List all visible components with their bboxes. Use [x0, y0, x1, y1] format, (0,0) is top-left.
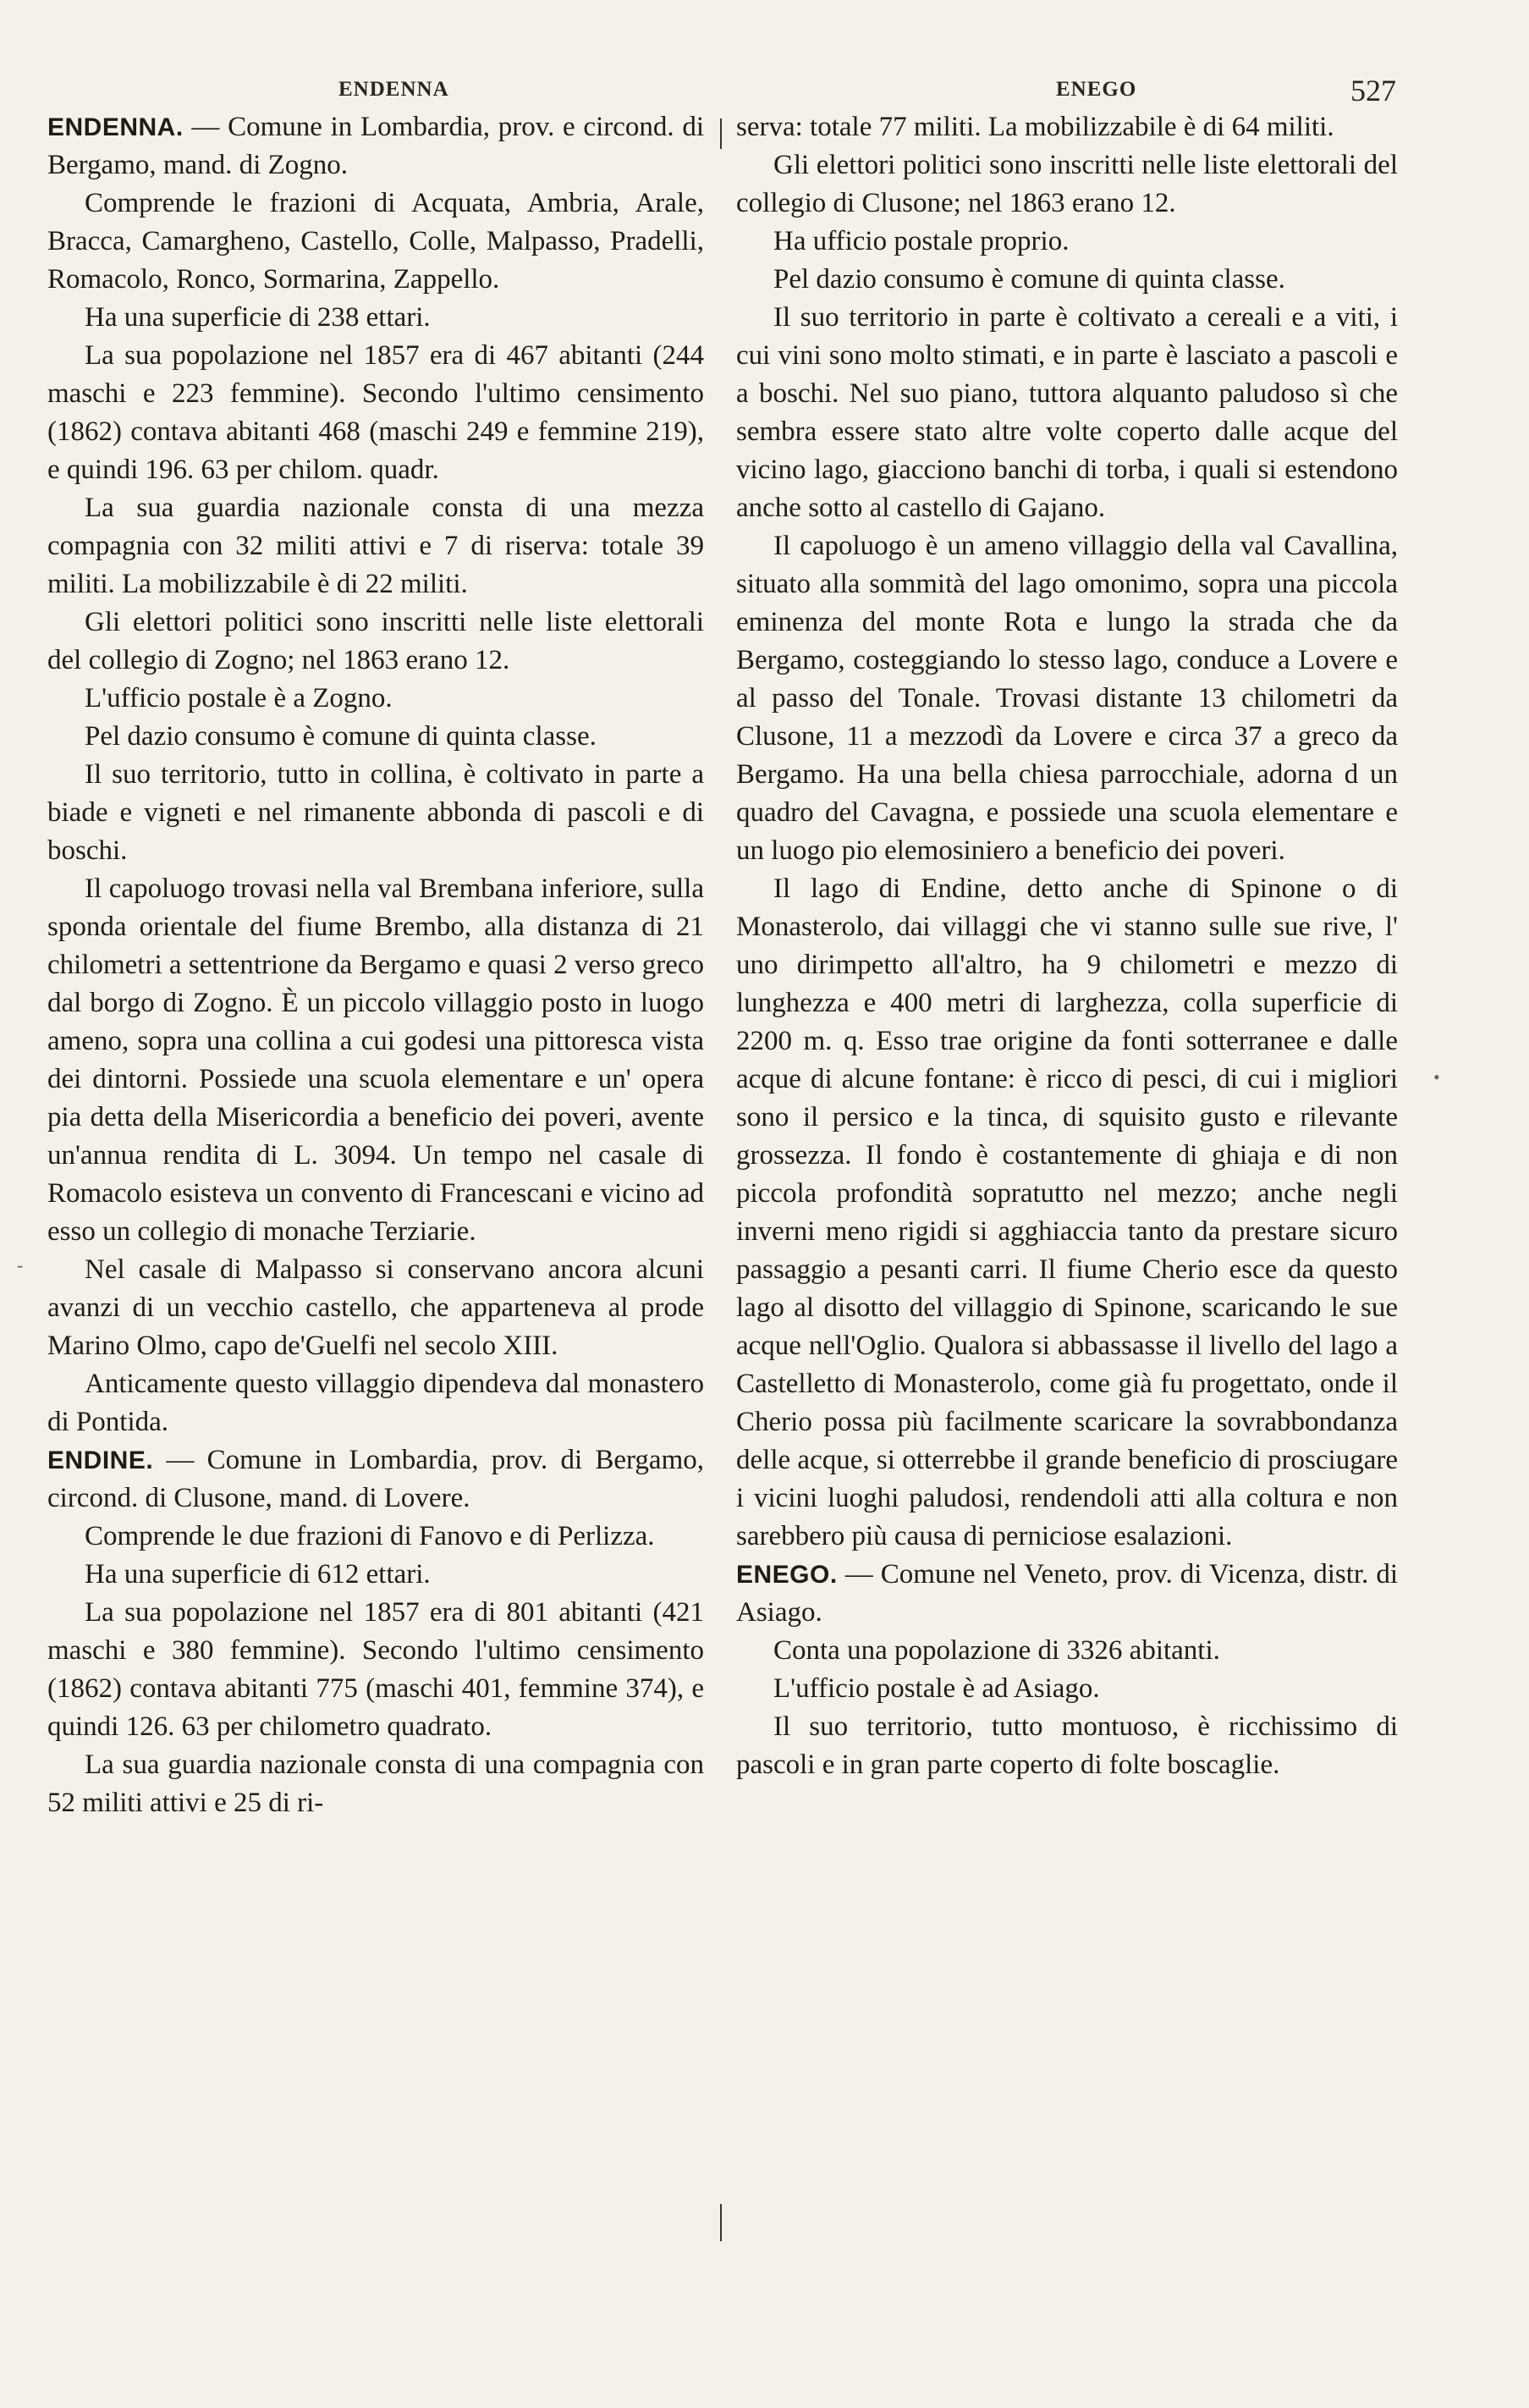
entry-headword: ENEGO. [736, 1561, 838, 1589]
entry-text: — Comune nel Veneto, prov. di Vicenza, distr. di Asiago. [736, 1559, 1398, 1628]
paragraph: Il suo territorio in parte è coltivato a cereali e a viti, i cui vini sono molto stimati, e in parte è lasciato a pascoli e a boschi. Nel suo piano, tuttora alquanto paludoso sì che sembra essere stato altre volte coperto dalle acque del vicino lago, giacciono banchi di torba, i quali si estendono anche sotto al castello di Gajano. [736, 302, 1398, 523]
margin-dash: - [17, 1254, 24, 1276]
paragraph: Il capoluogo è un ameno villaggio della val Cavallina, situato alla sommità del lago omonimo, sopra una piccola eminenza del monte Rota e lungo la strada che da Bergamo, costeggiando lo stesso lago, conduce a Lovere e al passo del Tonale. Trovasi distante 13 chilometri da Clusone, 11 a mezzodì da Lovere e circa 37 a greco da Bergamo. Ha una bella chiesa parrocchiale, adorna d un quadro del Cavagna, e possiede una scuola elementare e un luogo pio elemosiniero a beneficio dei poveri. [736, 531, 1398, 866]
paragraph: La sua guardia nazionale consta di una mezza compagnia con 32 militi attivi e 7 di riserva: totale 39 militi. La mobilizzabile è di 22 militi. [47, 493, 704, 599]
margin-dot: • [1433, 1066, 1440, 1088]
paragraph: La sua popolazione nel 1857 era di 801 abitanti (421 maschi e 380 femmine). Secondo l'ultimo censimento (1862) contava abitanti 775 (maschi 401, femmine 374), e quindi 126. 63 per chilometro quadrato. [47, 1597, 704, 1742]
entry-headword: ENDINE. [47, 1446, 154, 1474]
dictionary-entry [47, 108, 704, 185]
paragraph: Ha ufficio postale proprio. [773, 226, 1070, 256]
left-column [47, 108, 704, 1822]
paragraph: Il lago di Endine, detto anche di Spinone o di Monasterolo, dai villaggi che vi stanno sulle sue rive, l' uno dirimpetto all'altro, ha 9 chilometri e mezzo di lunghezza e 400 metri di larghezza, colla superficie di 2200 m. q. Esso trae origine da fonti sotterranee e dalle acque di alcune fontane: è ricco di pesci, di cui i migliori sono il persico e la tinca, di squisito gusto e rilevante grossezza. Il fondo è costantemente di ghiaja e di non piccola profondità sopratutto nel mezzo; anche negli inverni meno rigidi si agghiaccia tanto da prestare sicuro passaggio a pesanti carri. Il fiume Cherio esce da questo lago al disotto del villaggio di Spinone, scaricando le sue acque nell'Oglio. Qualora si abbassasse il livello del lago a Castelletto di Monasterolo, come già fu progettato, onde il Cherio possa più facilmente scaricare la sovrabbondanza delle acque, si otterrebbe il grande beneficio di prosciugare i vicini luoghi paludosi, rendendoli atti alla coltura e non sarebbero più causa di perniciose esalazioni. [736, 873, 1398, 1551]
paragraph: Conta una popolazione di 3326 abitanti. [773, 1635, 1220, 1666]
column-rule-bottom [720, 2204, 722, 2241]
paragraph: La sua popolazione nel 1857 era di 467 abitanti (244 maschi e 223 femmine). Secondo l'ultimo censimento (1862) contava abitanti 468 (maschi 249 e femmine 219), e quindi 196. 63 per chilom. quadr. [47, 340, 704, 485]
dictionary-entry [47, 1441, 704, 1518]
paragraph: Gli elettori politici sono inscritti nelle liste elettorali del collegio di Zogno; nel 1863 erano 12. [47, 607, 704, 675]
paragraph: L'ufficio postale è a Zogno. [85, 683, 393, 714]
paragraph: Ha una superficie di 612 ettari. [85, 1559, 431, 1590]
paragraph: Ha una superficie di 238 ettari. [85, 302, 431, 333]
entry-headword: ENDENNA. [47, 113, 184, 141]
paragraph: Pel dazio consumo è comune di quinta classe. [773, 264, 1285, 295]
paragraph: Gli elettori politici sono inscritti nelle liste elettorali del collegio di Clusone; nel 1863 erano 12. [736, 150, 1398, 218]
paragraph: Anticamente questo villaggio dipendeva dal monastero di Pontida. [47, 1369, 704, 1437]
paragraph: L'ufficio postale è ad Asiago. [773, 1673, 1100, 1704]
paragraph: Il suo territorio, tutto montuoso, è ricchissimo di pascoli e in gran parte coperto di folte boscaglie. [736, 1711, 1398, 1780]
entry-text: — Comune in Lombardia, prov. e circond. di Bergamo, mand. di Zogno. [47, 112, 704, 180]
paragraph: Pel dazio consumo è comune di quinta classe. [85, 721, 597, 752]
paragraph: La sua guardia nazionale consta di una compagnia con 52 militi attivi e 25 di ri- [47, 1750, 704, 1818]
paragraph: Il suo territorio, tutto in collina, è coltivato in parte a biade e vigneti e nel rimanente abbonda di pascoli e di boschi. [47, 759, 704, 866]
running-head-right: ENEGO [1056, 78, 1137, 101]
paragraph: Comprende le frazioni di Acquata, Ambria, Arale, Bracca, Camargheno, Castello, Colle, Malpasso, Pradelli, Romacolo, Ronco, Sormarina, Zappello. [47, 188, 704, 295]
page-number: 527 [1350, 74, 1396, 107]
entry-text: — Comune in Lombardia, prov. di Bergamo, circond. di Clusone, mand. di Lovere. [47, 1445, 704, 1513]
right-column [736, 108, 1398, 1784]
running-head-left: ENDENNA [338, 78, 449, 101]
column-rule-top [720, 118, 722, 149]
paragraph: Il capoluogo trovasi nella val Brembana inferiore, sulla sponda orientale del fiume Brembo, alla distanza di 21 chilometri a settentrione da Bergamo e quasi 2 verso greco dal borgo di Zogno. È un piccolo villaggio posto in luogo ameno, sopra una collina a cui godesi una pittoresca vista dei dintorni. Possiede una scuola elementare e un' opera pia detta della Misericordia a beneficio dei poveri, avente un'annua rendita di L. 3094. Un tempo nel casale di Romacolo esisteva un convento di Francescani e vicino ad esso un collegio di monache Terziarie. [47, 873, 704, 1247]
paragraph: Comprende le due frazioni di Fanovo e di Perlizza. [85, 1521, 655, 1551]
paragraph: Nel casale di Malpasso si conservano ancora alcuni avanzi di un vecchio castello, che apparteneva al prode Marino Olmo, capo de'Guelfi nel secolo XIII. [47, 1254, 704, 1361]
dictionary-entry [736, 1556, 1398, 1632]
paragraph: serva: totale 77 militi. La mobilizzabile è di 64 militi. [736, 112, 1334, 142]
